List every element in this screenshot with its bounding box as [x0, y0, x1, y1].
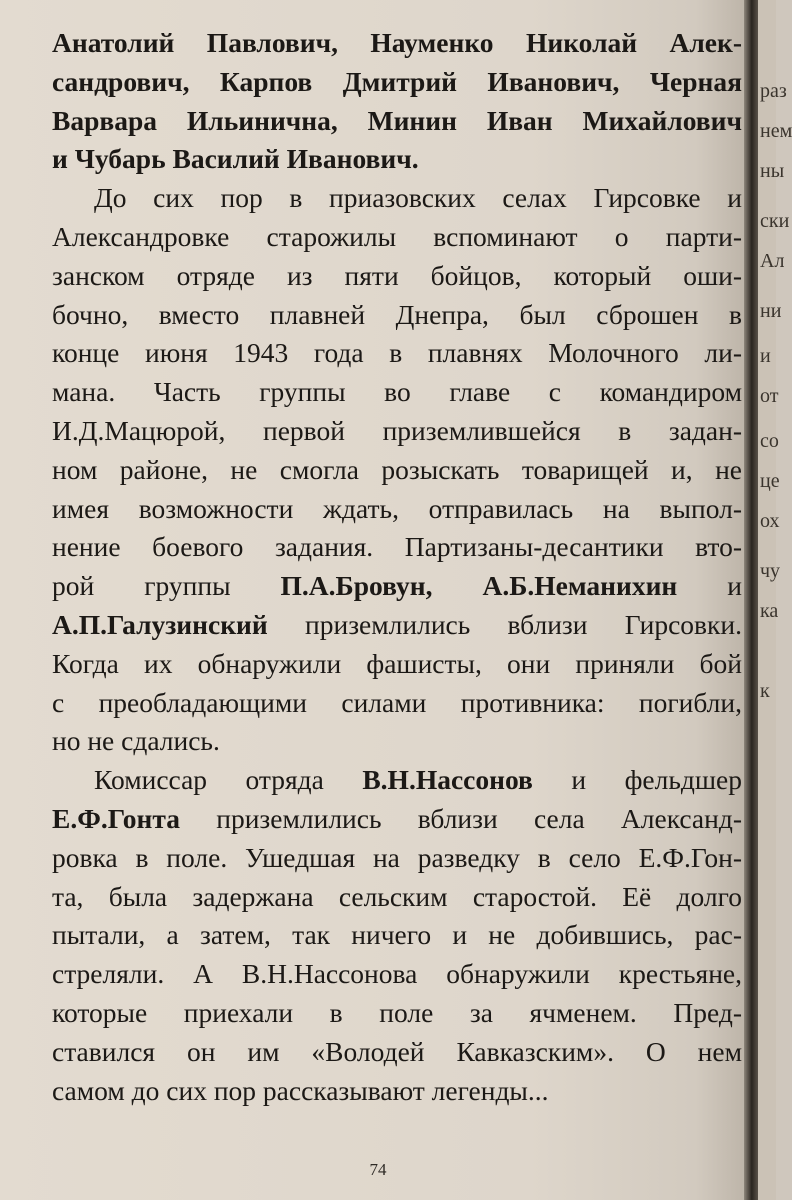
bold-name-text: П.А.Бровун, А.Б.Неманихин	[280, 570, 678, 602]
adjacent-page-fragment: ох	[760, 510, 780, 532]
text-line	[52, 179, 742, 218]
adjacent-page-fragment: от	[760, 385, 779, 407]
adjacent-page-edge	[758, 0, 792, 1200]
text-run: та, была задержана сельским старостой. Её долго	[52, 880, 742, 912]
text-line	[52, 761, 742, 800]
text-line	[52, 1072, 742, 1111]
text-run: и фельдшер	[532, 764, 742, 796]
text-run: Когда их обнаружили фашисты, они приняли бой	[52, 647, 742, 679]
adjacent-page-fragment: нем	[760, 120, 792, 142]
adjacent-page-fragment: и	[760, 345, 771, 367]
text-line	[52, 839, 742, 878]
text-run: нение боевого задания. Партизаны-десантики вто-	[52, 531, 742, 563]
text-line	[52, 334, 742, 373]
adjacent-page-fragment: к	[760, 680, 770, 702]
bold-name-text: В.Н.Нассонов	[362, 764, 533, 796]
text-line	[52, 218, 742, 257]
bold-name-text: Варвара Ильинична, Минин Иван Михайлович	[52, 104, 742, 136]
text-run: занском отряде из пяти бойцов, который оши-	[52, 259, 742, 291]
text-line	[52, 645, 742, 684]
text-line	[52, 296, 742, 335]
text-line	[52, 606, 742, 645]
text-run: конце июня 1943 года в плавнях Молочного ли-	[52, 337, 742, 369]
text-line	[52, 528, 742, 567]
text-line	[52, 994, 742, 1033]
text-run: До сих пор в приазовских селах Гирсовке и	[94, 182, 742, 214]
text-run: ном районе, не смогла розыскать товарищей и, не	[52, 453, 742, 485]
text-line	[52, 490, 742, 529]
text-run: с преобладающими силами противника: погибли,	[52, 686, 742, 718]
bold-name-text: Анатолий Павлович, Науменко Николай Алек-	[52, 27, 742, 58]
text-run: стреляли. А В.Н.Нассонова обнаружили крестьяне,	[52, 958, 742, 990]
adjacent-page-fragment: ка	[760, 600, 779, 622]
text-run: приземлились вблизи Гирсовки.	[267, 608, 742, 640]
adjacent-page-fragment: чу	[760, 560, 781, 582]
text-line	[52, 451, 742, 490]
text-run: приземлились вблизи села Александ-	[179, 802, 742, 834]
text-run: мана. Часть группы во главе с командиром	[52, 376, 742, 408]
text-run: бочно, вместо плавней Днепра, был сброшен в	[52, 298, 742, 330]
adjacent-page-fragment: ски	[760, 210, 790, 232]
text-line	[52, 722, 742, 761]
bold-name-text: Е.Ф.Гонта	[52, 802, 180, 834]
text-run: Комиссар отряда	[94, 764, 363, 796]
text-line	[52, 373, 742, 412]
text-line	[52, 955, 742, 994]
text-line	[52, 684, 742, 723]
text-run: Александровке старожилы вспоминают о парти-	[52, 220, 742, 252]
adjacent-page-fragment: це	[760, 470, 780, 492]
text-line	[52, 800, 742, 839]
text-line	[52, 140, 742, 179]
text-run: ровка в поле. Ушедшая на разведку в село Е.Ф.Гон-	[52, 841, 742, 873]
text-line	[52, 257, 742, 296]
adjacent-page-fragment: ни	[760, 300, 782, 322]
body-text	[52, 24, 742, 1110]
adjacent-page-fragment: со	[760, 430, 779, 452]
text-line	[52, 412, 742, 451]
bold-name-text: и Чубарь Василий Иванович.	[52, 143, 419, 175]
text-run: но не сдались.	[52, 725, 220, 757]
text-run: которые приехали в поле за ячменем. Пред-	[52, 996, 742, 1028]
text-line	[52, 63, 742, 102]
book-gutter	[744, 0, 758, 1200]
adjacent-page-fragment: Ал	[760, 250, 785, 272]
text-line	[52, 102, 742, 141]
text-line	[52, 916, 742, 955]
text-run: самом до сих пор рассказывают легенды...	[52, 1074, 549, 1106]
text-run: рой группы	[52, 570, 281, 602]
page-number: 74	[369, 1160, 387, 1179]
text-run: И.Д.Мацюрой, первой приземлившейся в задан-	[52, 414, 742, 446]
text-run: ставился он им «Володей Кавказским». О нем	[52, 1035, 742, 1067]
adjacent-page-fragment: раз	[760, 80, 787, 102]
text-line	[52, 567, 742, 606]
text-line	[52, 878, 742, 917]
text-run: имея возможности ждать, отправилась на выпол-	[52, 492, 742, 524]
text-run: и	[677, 570, 742, 602]
bold-name-text: А.П.Галузинский	[52, 608, 268, 640]
text-line	[52, 24, 742, 63]
adjacent-page-fragment: ны	[760, 160, 785, 182]
text-line	[52, 1033, 742, 1072]
bold-name-text: сандрович, Карпов Дмитрий Иванович, Черная	[52, 65, 742, 97]
text-run: пытали, а затем, так ничего и не добившись, рас-	[52, 919, 742, 951]
